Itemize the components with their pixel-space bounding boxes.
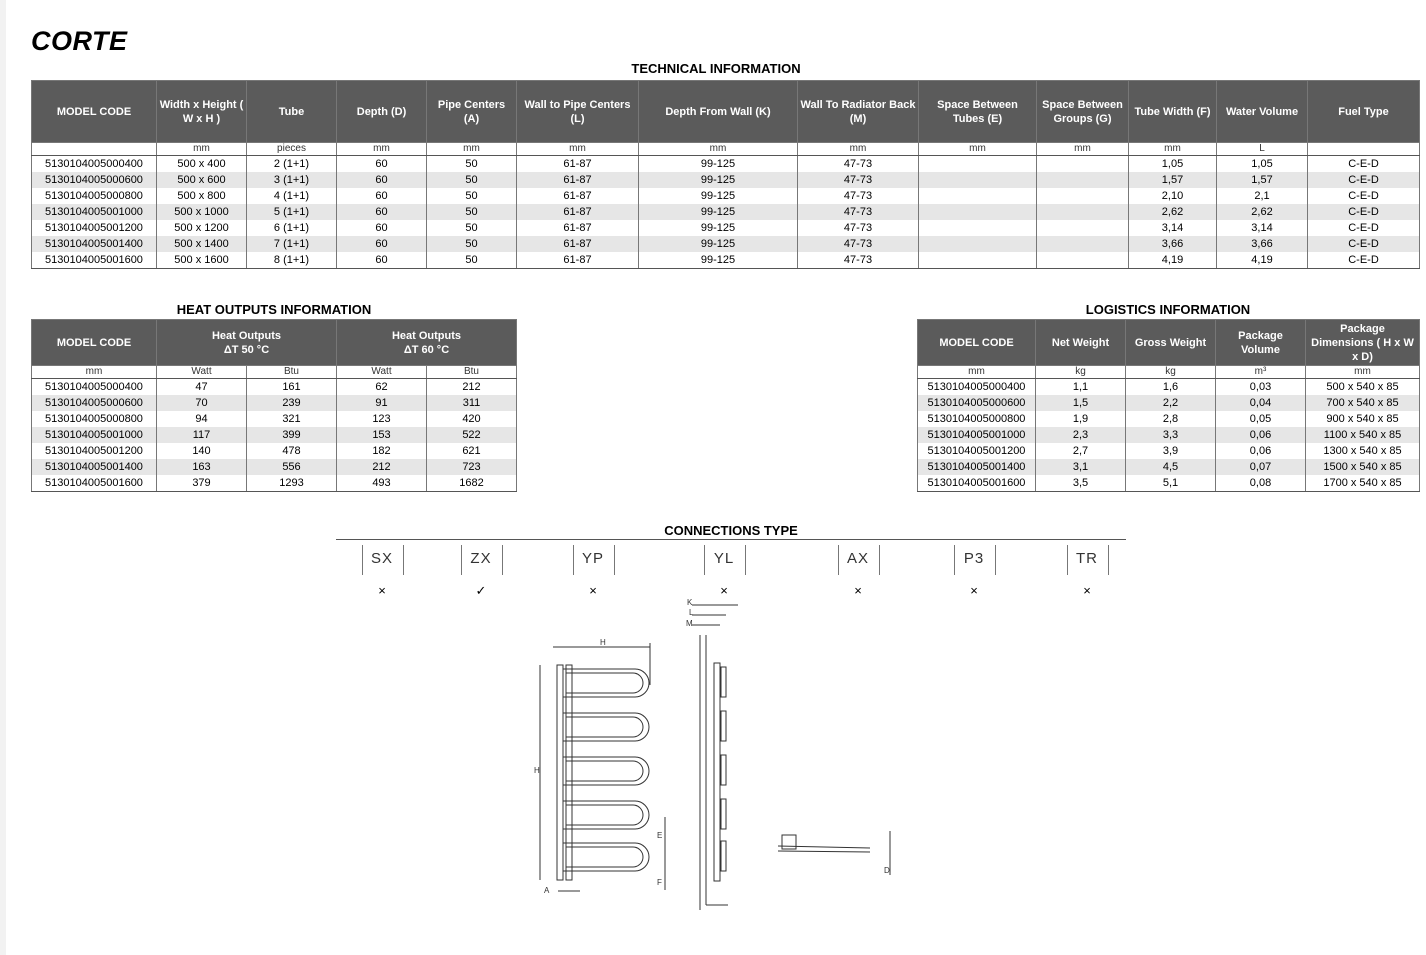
value-cell: 3,9 xyxy=(1126,443,1216,459)
value-cell: 1,05 xyxy=(1129,156,1217,173)
value-cell: 700 x 540 x 85 xyxy=(1306,395,1420,411)
th-wall-pipe: Wall to Pipe Centers (L) xyxy=(517,81,639,143)
connection-label: TR xyxy=(1076,550,1098,567)
value-cell: 3,14 xyxy=(1129,220,1217,236)
front-view xyxy=(540,643,665,891)
th-tube-width: Tube Width (F) xyxy=(1129,81,1217,143)
unit-cell: kg xyxy=(1126,366,1216,379)
collector-left xyxy=(557,665,563,880)
value-cell: 2,62 xyxy=(1217,204,1308,220)
value-cell: 239 xyxy=(247,395,337,411)
cross-icon: × xyxy=(378,583,386,598)
value-cell xyxy=(919,156,1037,173)
value-cell: 1100 x 540 x 85 xyxy=(1306,427,1420,443)
value-cell xyxy=(919,236,1037,252)
top-view-tube-2 xyxy=(778,851,870,852)
th-log-net: Net Weight xyxy=(1036,320,1126,366)
th-log-dimensions: Package Dimensions ( H x W x D) xyxy=(1306,320,1420,366)
value-cell: 62 xyxy=(337,379,427,396)
cross-icon: × xyxy=(970,583,978,598)
value-cell: C-E-D xyxy=(1308,188,1420,204)
connection-label: P3 xyxy=(963,550,985,567)
value-cell: 99-125 xyxy=(639,220,798,236)
model-code-cell: 5130104005001400 xyxy=(32,459,157,475)
value-cell: 163 xyxy=(157,459,247,475)
value-cell: 3,3 xyxy=(1126,427,1216,443)
unit-cell: mm xyxy=(517,143,639,156)
unit-cell xyxy=(32,143,157,156)
table-row xyxy=(918,379,1420,396)
table-row xyxy=(918,443,1420,459)
value-cell: 47-73 xyxy=(798,188,919,204)
value-cell: 1682 xyxy=(427,475,517,492)
value-cell: 500 x 1400 xyxy=(157,236,247,252)
label-h-side: H xyxy=(534,766,540,775)
value-cell: 47 xyxy=(157,379,247,396)
model-code-cell: 5130104005000800 xyxy=(32,188,157,204)
value-cell: 117 xyxy=(157,427,247,443)
u-tube-inner xyxy=(566,847,643,867)
unit-cell: Watt xyxy=(157,366,247,379)
unit-cell: kg xyxy=(1036,366,1126,379)
value-cell: 61-87 xyxy=(517,236,639,252)
unit-cell: mm xyxy=(639,143,798,156)
value-cell: 0,06 xyxy=(1216,427,1306,443)
model-code-cell: 5130104005001000 xyxy=(918,427,1036,443)
value-cell: 1,5 xyxy=(1036,395,1126,411)
unit-cell: Btu xyxy=(427,366,517,379)
label-f: F xyxy=(657,878,662,887)
model-code-cell: 5130104005001600 xyxy=(918,475,1036,492)
logistics-units-row xyxy=(918,366,1420,379)
value-cell: 99-125 xyxy=(639,252,798,269)
value-cell xyxy=(919,172,1037,188)
value-cell xyxy=(1037,220,1129,236)
th-width-height: Width x Height ( W x H ) xyxy=(157,81,247,143)
value-cell: 212 xyxy=(427,379,517,396)
value-cell: 2,2 xyxy=(1126,395,1216,411)
logistics-header-row xyxy=(918,320,1420,366)
value-cell: 4,5 xyxy=(1126,459,1216,475)
model-code-cell: 5130104005001000 xyxy=(32,427,157,443)
connection-label: YL xyxy=(713,550,735,567)
logistics-table xyxy=(917,319,1420,492)
value-cell xyxy=(1037,172,1129,188)
th-log-model: MODEL CODE xyxy=(918,320,1036,366)
label-l: L xyxy=(689,608,694,617)
value-cell: 1,57 xyxy=(1217,172,1308,188)
heat-dt50-sub: ΔT 50 °C xyxy=(223,343,270,356)
value-cell: 47-73 xyxy=(798,252,919,269)
top-view-tube xyxy=(778,846,870,848)
value-cell: 4,19 xyxy=(1129,252,1217,269)
value-cell: 47-73 xyxy=(798,204,919,220)
unit-cell: pieces xyxy=(247,143,337,156)
value-cell: 1300 x 540 x 85 xyxy=(1306,443,1420,459)
value-cell: 2,3 xyxy=(1036,427,1126,443)
value-cell: 5 (1+1) xyxy=(247,204,337,220)
th-log-volume: Package Volume xyxy=(1216,320,1306,366)
value-cell: 5,1 xyxy=(1126,475,1216,492)
value-cell: 61-87 xyxy=(517,156,639,173)
table-row xyxy=(918,459,1420,475)
cross-icon: × xyxy=(854,583,862,598)
value-cell: 3,1 xyxy=(1036,459,1126,475)
model-code-cell: 5130104005000600 xyxy=(32,172,157,188)
technical-table xyxy=(31,80,1420,269)
value-cell: 50 xyxy=(427,188,517,204)
value-cell: 0,03 xyxy=(1216,379,1306,396)
heat-dt60-label: Heat Outputs xyxy=(391,329,462,342)
value-cell: 50 xyxy=(427,236,517,252)
value-cell: 500 x 800 xyxy=(157,188,247,204)
value-cell: 500 x 600 xyxy=(157,172,247,188)
value-cell xyxy=(1037,236,1129,252)
page-edge xyxy=(0,0,6,955)
value-cell: 50 xyxy=(427,156,517,173)
value-cell: 0,05 xyxy=(1216,411,1306,427)
heat-header-row xyxy=(32,320,517,366)
model-code-cell: 5130104005001400 xyxy=(32,236,157,252)
side-tube xyxy=(721,667,726,697)
table-row xyxy=(918,411,1420,427)
value-cell: 61-87 xyxy=(517,172,639,188)
th-heat-dt50 xyxy=(157,320,337,366)
table-row xyxy=(32,395,517,411)
value-cell: 3,66 xyxy=(1217,236,1308,252)
unit-cell: mm xyxy=(32,366,157,379)
unit-cell: mm xyxy=(1037,143,1129,156)
value-cell: 60 xyxy=(337,204,427,220)
value-cell: 140 xyxy=(157,443,247,459)
value-cell: 0,07 xyxy=(1216,459,1306,475)
unit-cell: L xyxy=(1217,143,1308,156)
value-cell: 4,19 xyxy=(1217,252,1308,269)
logistics-title: LOGISTICS INFORMATION xyxy=(1085,302,1251,317)
value-cell: 47-73 xyxy=(798,156,919,173)
heat-dt60-sub: ΔT 60 °C xyxy=(403,343,450,356)
value-cell: 99-125 xyxy=(639,156,798,173)
value-cell xyxy=(919,252,1037,269)
u-tube-inner xyxy=(566,717,643,737)
value-cell: C-E-D xyxy=(1308,156,1420,173)
top-view xyxy=(778,831,890,875)
th-fuel-type: Fuel Type xyxy=(1308,81,1420,143)
table-row xyxy=(32,172,1420,188)
value-cell: 50 xyxy=(427,252,517,269)
value-cell: 161 xyxy=(247,379,337,396)
value-cell: 91 xyxy=(337,395,427,411)
value-cell: 478 xyxy=(247,443,337,459)
th-heat-dt60 xyxy=(337,320,517,366)
u-tube-inner xyxy=(566,761,643,781)
u-tube-inner xyxy=(566,673,643,693)
table-row xyxy=(32,236,1420,252)
value-cell: 500 x 540 x 85 xyxy=(1306,379,1420,396)
side-tube xyxy=(721,799,726,829)
side-tube xyxy=(721,755,726,785)
value-cell: 60 xyxy=(337,252,427,269)
value-cell xyxy=(1037,156,1129,173)
product-title: CORTE xyxy=(31,26,128,56)
side-tube xyxy=(721,711,726,741)
unit-cell: mm xyxy=(918,366,1036,379)
unit-cell: mm xyxy=(427,143,517,156)
label-m: M xyxy=(686,619,693,628)
value-cell: 1293 xyxy=(247,475,337,492)
connection-label: SX xyxy=(370,550,393,567)
cross-icon: × xyxy=(720,583,728,598)
heat-units-row xyxy=(32,366,517,379)
connection-type-zx xyxy=(451,543,511,598)
model-code-cell: 5130104005001600 xyxy=(32,475,157,492)
unit-cell: mm xyxy=(1306,366,1420,379)
connection-type-tr xyxy=(1057,543,1117,598)
value-cell: 47-73 xyxy=(798,220,919,236)
value-cell: 1700 x 540 x 85 xyxy=(1306,475,1420,492)
value-cell: 2 (1+1) xyxy=(247,156,337,173)
table-row xyxy=(32,411,517,427)
connections-divider xyxy=(336,539,1126,540)
value-cell: 1,6 xyxy=(1126,379,1216,396)
value-cell: 399 xyxy=(247,427,337,443)
value-cell: 723 xyxy=(427,459,517,475)
model-code-cell: 5130104005001200 xyxy=(918,443,1036,459)
th-log-gross: Gross Weight xyxy=(1126,320,1216,366)
value-cell: 7 (1+1) xyxy=(247,236,337,252)
connection-type-yl xyxy=(694,543,754,598)
value-cell: C-E-D xyxy=(1308,252,1420,269)
model-code-cell: 5130104005000800 xyxy=(918,411,1036,427)
value-cell: 311 xyxy=(427,395,517,411)
value-cell: 900 x 540 x 85 xyxy=(1306,411,1420,427)
value-cell xyxy=(1037,188,1129,204)
connection-type-ax xyxy=(828,543,888,598)
model-code-cell: 5130104005000600 xyxy=(918,395,1036,411)
value-cell: 3,5 xyxy=(1036,475,1126,492)
heat-title: HEAT OUTPUTS INFORMATION xyxy=(176,302,372,317)
value-cell: 123 xyxy=(337,411,427,427)
value-cell: 60 xyxy=(337,236,427,252)
th-depth: Depth (D) xyxy=(337,81,427,143)
u-tube-inner xyxy=(566,805,643,825)
unit-cell: Watt xyxy=(337,366,427,379)
value-cell: 60 xyxy=(337,220,427,236)
value-cell: 61-87 xyxy=(517,220,639,236)
unit-cell: mm xyxy=(337,143,427,156)
technical-header-row xyxy=(32,81,1420,143)
value-cell: 99-125 xyxy=(639,172,798,188)
value-cell: 0,08 xyxy=(1216,475,1306,492)
value-cell: 50 xyxy=(427,220,517,236)
value-cell: 60 xyxy=(337,156,427,173)
value-cell: 99-125 xyxy=(639,188,798,204)
value-cell: 621 xyxy=(427,443,517,459)
value-cell: 321 xyxy=(247,411,337,427)
table-row xyxy=(32,475,517,492)
model-code-cell: 5130104005001600 xyxy=(32,252,157,269)
check-icon: ✓ xyxy=(475,583,487,598)
th-model-code: MODEL CODE xyxy=(32,81,157,143)
value-cell xyxy=(919,220,1037,236)
value-cell: 8 (1+1) xyxy=(247,252,337,269)
unit-cell xyxy=(1308,143,1420,156)
value-cell: 153 xyxy=(337,427,427,443)
value-cell xyxy=(1037,204,1129,220)
value-cell: 2,1 xyxy=(1217,188,1308,204)
value-cell: 0,04 xyxy=(1216,395,1306,411)
table-row xyxy=(32,188,1420,204)
value-cell: 2,7 xyxy=(1036,443,1126,459)
value-cell: 522 xyxy=(427,427,517,443)
value-cell: 500 x 1000 xyxy=(157,204,247,220)
connection-type-p3 xyxy=(944,543,1004,598)
value-cell: 556 xyxy=(247,459,337,475)
value-cell: 94 xyxy=(157,411,247,427)
table-row xyxy=(32,379,517,396)
model-code-cell: 5130104005000800 xyxy=(32,411,157,427)
value-cell: 379 xyxy=(157,475,247,492)
value-cell: 61-87 xyxy=(517,204,639,220)
value-cell: 1,1 xyxy=(1036,379,1126,396)
model-code-cell: 5130104005000400 xyxy=(32,156,157,173)
unit-cell: mm xyxy=(157,143,247,156)
value-cell: C-E-D xyxy=(1308,172,1420,188)
value-cell: 61-87 xyxy=(517,252,639,269)
model-code-cell: 5130104005000400 xyxy=(32,379,157,396)
side-collector xyxy=(714,663,720,881)
th-heat-model: MODEL CODE xyxy=(32,320,157,366)
th-depth-wall: Depth From Wall (K) xyxy=(639,81,798,143)
value-cell: 1,57 xyxy=(1129,172,1217,188)
cross-icon: × xyxy=(1083,583,1091,598)
connection-type-sx xyxy=(352,543,412,598)
value-cell: 3,14 xyxy=(1217,220,1308,236)
table-row xyxy=(918,475,1420,492)
value-cell: 50 xyxy=(427,172,517,188)
cross-icon: × xyxy=(589,583,597,598)
th-tube: Tube xyxy=(247,81,337,143)
connection-label: ZX xyxy=(470,550,492,567)
table-row xyxy=(32,204,1420,220)
th-space-groups: Space Between Groups (G) xyxy=(1037,81,1129,143)
value-cell: 4 (1+1) xyxy=(247,188,337,204)
table-row xyxy=(32,220,1420,236)
value-cell: 1,9 xyxy=(1036,411,1126,427)
model-code-cell: 5130104005000600 xyxy=(32,395,157,411)
side-view xyxy=(692,605,738,910)
model-code-cell: 5130104005000400 xyxy=(918,379,1036,396)
technical-units-row xyxy=(32,143,1420,156)
th-space-tubes: Space Between Tubes (E) xyxy=(919,81,1037,143)
value-cell: 500 x 1600 xyxy=(157,252,247,269)
table-row xyxy=(32,459,517,475)
value-cell: 47-73 xyxy=(798,236,919,252)
model-code-cell: 5130104005001200 xyxy=(32,220,157,236)
value-cell: 2,62 xyxy=(1129,204,1217,220)
table-row xyxy=(32,427,517,443)
value-cell: 500 x 400 xyxy=(157,156,247,173)
connection-label: AX xyxy=(846,550,869,567)
th-pipe-centers: Pipe Centers (A) xyxy=(427,81,517,143)
value-cell: 420 xyxy=(427,411,517,427)
unit-cell: m³ xyxy=(1216,366,1306,379)
label-k: K xyxy=(687,598,693,607)
value-cell xyxy=(919,204,1037,220)
model-code-cell: 5130104005001000 xyxy=(32,204,157,220)
side-view-labels xyxy=(686,598,694,628)
table-row xyxy=(32,156,1420,173)
label-h-top: H xyxy=(600,638,606,647)
value-cell: 61-87 xyxy=(517,188,639,204)
model-code-cell: 5130104005001200 xyxy=(32,443,157,459)
value-cell: 0,06 xyxy=(1216,443,1306,459)
unit-cell: Btu xyxy=(247,366,337,379)
value-cell: 6 (1+1) xyxy=(247,220,337,236)
unit-cell: mm xyxy=(1129,143,1217,156)
value-cell: 99-125 xyxy=(639,204,798,220)
value-cell: 500 x 1200 xyxy=(157,220,247,236)
value-cell: 493 xyxy=(337,475,427,492)
model-code-cell: 5130104005001400 xyxy=(918,459,1036,475)
value-cell: 1500 x 540 x 85 xyxy=(1306,459,1420,475)
label-d: D xyxy=(884,866,890,875)
side-tube xyxy=(721,841,726,871)
value-cell: 60 xyxy=(337,172,427,188)
heat-table xyxy=(31,319,517,492)
th-water-volume: Water Volume xyxy=(1217,81,1308,143)
value-cell: C-E-D xyxy=(1308,220,1420,236)
technical-title: TECHNICAL INFORMATION xyxy=(631,61,801,76)
value-cell: 1,05 xyxy=(1217,156,1308,173)
value-cell: 99-125 xyxy=(639,236,798,252)
value-cell: 2,8 xyxy=(1126,411,1216,427)
top-view-bracket xyxy=(782,835,796,849)
value-cell: 50 xyxy=(427,204,517,220)
table-row xyxy=(918,395,1420,411)
table-row xyxy=(918,427,1420,443)
value-cell: 212 xyxy=(337,459,427,475)
radiator-drawings xyxy=(520,595,920,915)
value-cell: 2,10 xyxy=(1129,188,1217,204)
value-cell xyxy=(919,188,1037,204)
connection-label: YP xyxy=(581,550,604,567)
value-cell: C-E-D xyxy=(1308,236,1420,252)
value-cell: 3,66 xyxy=(1129,236,1217,252)
label-e: E xyxy=(657,831,663,840)
value-cell: 70 xyxy=(157,395,247,411)
value-cell xyxy=(1037,252,1129,269)
unit-cell: mm xyxy=(919,143,1037,156)
value-cell: 60 xyxy=(337,188,427,204)
connection-type-yp xyxy=(563,543,623,598)
value-cell: 182 xyxy=(337,443,427,459)
connections-title: CONNECTIONS TYPE xyxy=(664,523,798,538)
table-row xyxy=(32,252,1420,269)
th-wall-radiator: Wall To Radiator Back (M) xyxy=(798,81,919,143)
label-a: A xyxy=(544,886,550,895)
table-row xyxy=(32,443,517,459)
unit-cell: mm xyxy=(798,143,919,156)
value-cell: 47-73 xyxy=(798,172,919,188)
value-cell: 3 (1+1) xyxy=(247,172,337,188)
heat-dt50-label: Heat Outputs xyxy=(211,329,282,342)
value-cell: C-E-D xyxy=(1308,204,1420,220)
